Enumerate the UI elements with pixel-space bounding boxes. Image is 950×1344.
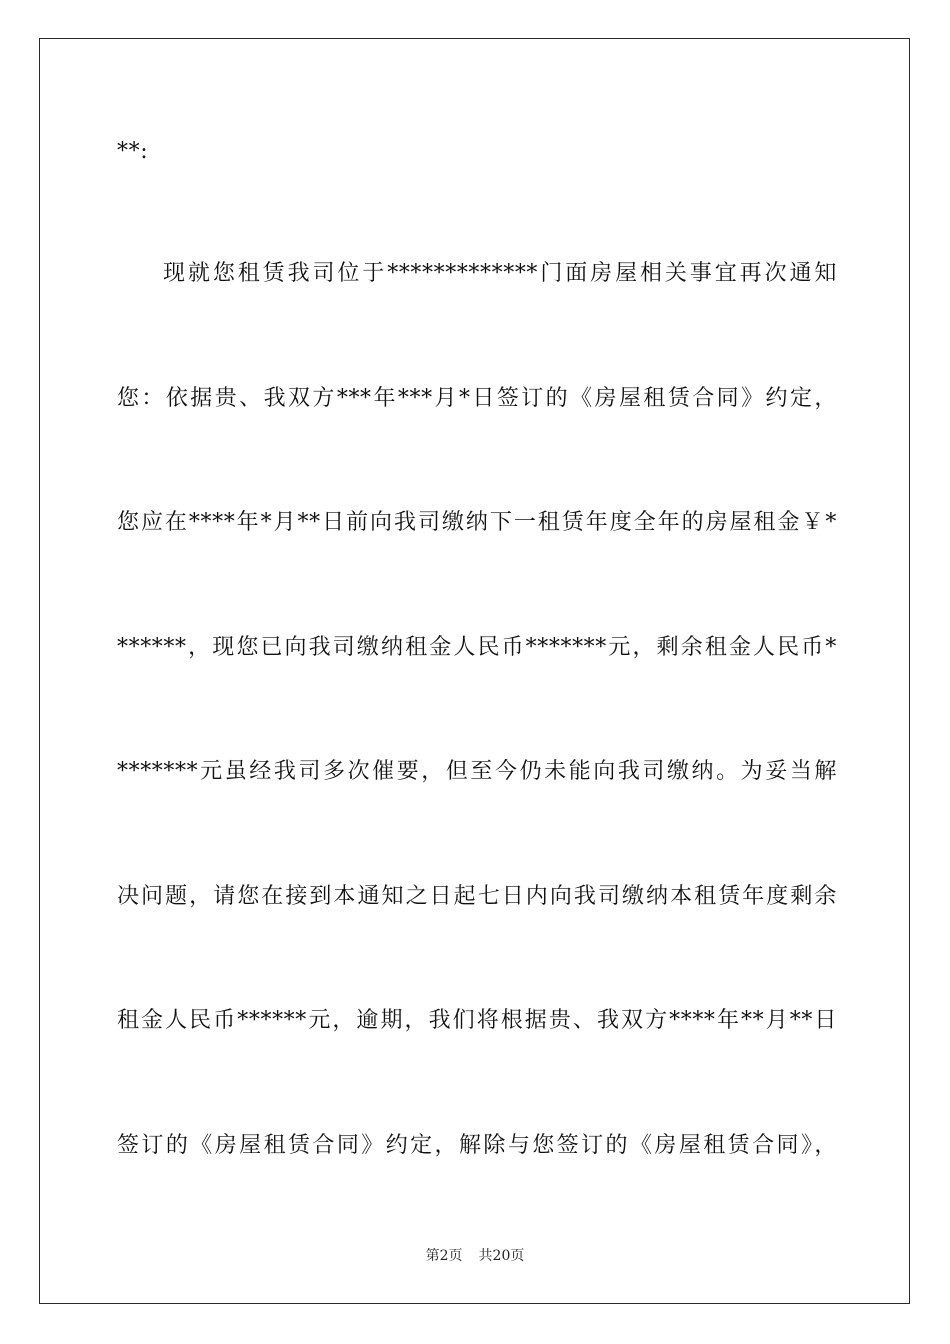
body-line-5: *******元虽经我司多次催要，但至今仍未能向我司缴纳。为妥当解	[117, 759, 837, 784]
body-line-3: 您应在****年*月**日前向我司缴纳下一租赁年度全年的房屋租金￥*	[117, 510, 837, 535]
page-total: 共20页	[478, 1248, 525, 1264]
body-line-2: 您：依据贵、我双方***年***月*日签订的《房屋租赁合同》约定，	[117, 386, 837, 411]
body-line-8: 签订的《房屋租赁合同》约定，解除与您签订的《房屋租赁合同》，	[117, 1133, 837, 1158]
page-border	[39, 38, 910, 1304]
body-line-7: 租金人民币******元，逾期，我们将根据贵、我双方****年**月**日	[117, 1008, 837, 1033]
salutation: **:	[117, 139, 149, 164]
body-line-1: 现就您租赁我司位于*************门面房屋相关事宜再次通知	[163, 261, 837, 286]
page-footer	[0, 1247, 950, 1265]
body-line-4: ******，现您已向我司缴纳租金人民币*******元，剩余租金人民币*	[117, 635, 837, 660]
page-number: 第2页	[425, 1248, 463, 1264]
body-line-6: 决问题，请您在接到本通知之日起七日内向我司缴纳本租赁年度剩余	[117, 884, 837, 909]
